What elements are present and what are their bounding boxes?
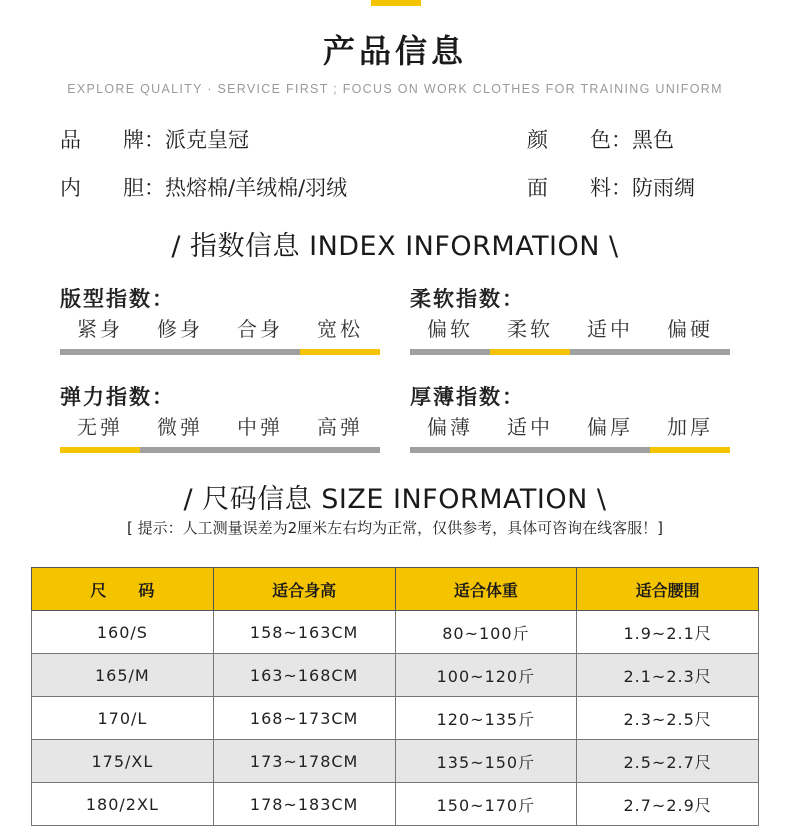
index-rating-segment [140,447,220,453]
index-rating-segment [490,447,570,453]
index-rating-option: 合身 [237,317,283,341]
table-row [32,697,759,740]
index-rating-segment [220,349,300,355]
info-lining-value: 热熔棉/羊绒棉/羽绒 [165,176,348,200]
cell-waist: 2.1~2.3尺 [577,654,759,697]
index-rating-option: 中弹 [237,415,283,439]
info-lining-label: 内 胆： [60,176,165,200]
table-row [32,611,759,654]
cell-size: 175/XL [32,740,214,783]
index-rating-title: 厚薄指数： [410,385,525,409]
size-table [31,567,759,826]
cell-height: 158~163CM [213,611,395,654]
info-fabric [527,172,695,202]
index-section-heading: / 指数信息 INDEX INFORMATION \ [171,231,619,262]
info-fabric-label: 面 料： [527,176,632,200]
cell-height: 178~183CM [213,783,395,826]
index-rating-option: 微弹 [157,415,203,439]
index-rating [410,283,730,355]
column-header-waist: 适合腰围 [577,568,759,611]
index-rating-segment [140,349,220,355]
column-header-size: 尺 码 [32,568,214,611]
index-rating-segment-selected [490,349,570,355]
title-accent-bar [371,0,421,6]
info-color [527,124,674,154]
index-rating-bar [60,349,380,355]
index-rating-segment [570,447,650,453]
index-rating-title: 弹力指数： [60,385,175,409]
index-rating-option: 宽松 [317,317,363,341]
info-color-label: 颜 色： [527,128,632,152]
index-rating-title: 版型指数： [60,287,175,311]
index-rating-option: 修身 [157,317,203,341]
info-brand-label: 品 牌： [60,128,165,152]
cell-height: 168~173CM [213,697,395,740]
index-rating-options [410,313,730,343]
index-rating [60,283,380,355]
index-rating-options [60,411,380,441]
info-fabric-value: 防雨绸 [632,176,695,200]
cell-size: 160/S [32,611,214,654]
cell-height: 173~178CM [213,740,395,783]
index-rating-segment [410,349,490,355]
index-rating-options [60,313,380,343]
index-rating-option: 偏厚 [587,415,633,439]
cell-weight: 120~135斤 [395,697,577,740]
cell-size: 170/L [32,697,214,740]
index-rating-option: 柔软 [507,317,553,341]
page-title: 产品信息 [322,32,467,70]
index-rating-options [410,411,730,441]
size-note: [ 提示：人工测量误差为2厘米左右均为正常，仅供参考，具体可咨询在线客服！] [126,519,664,537]
cell-size: 180/2XL [32,783,214,826]
info-brand [60,124,249,154]
index-rating-bar [410,447,730,453]
table-row [32,783,759,826]
index-rating-segment [60,349,140,355]
info-lining [60,172,347,202]
cell-waist: 2.5~2.7尺 [577,740,759,783]
cell-waist: 2.3~2.5尺 [577,697,759,740]
info-color-value: 黑色 [632,128,674,152]
index-rating-segment-selected [60,447,140,453]
page-subtitle: EXPLORE QUALITY · SERVICE FIRST ; FOCUS ON WORK CLOTHES FOR TRAINING UNIFORM [67,82,723,96]
index-rating-option: 适中 [587,317,633,341]
index-rating-bar [60,447,380,453]
index-rating-segment [650,349,730,355]
index-rating-option: 偏薄 [427,415,473,439]
index-rating-option: 适中 [507,415,553,439]
cell-weight: 150~170斤 [395,783,577,826]
cell-weight: 100~120斤 [395,654,577,697]
cell-weight: 80~100斤 [395,611,577,654]
index-rating-segment-selected [300,349,380,355]
info-brand-value: 派克皇冠 [165,128,249,152]
index-rating-option: 无弹 [77,415,123,439]
index-rating-bar [410,349,730,355]
index-rating-title: 柔软指数： [410,287,525,311]
column-header-weight: 适合体重 [395,568,577,611]
table-row [32,740,759,783]
index-rating [60,381,380,453]
index-rating-segment [570,349,650,355]
index-rating-segment [410,447,490,453]
index-rating-option: 加厚 [667,415,713,439]
index-rating-option: 偏硬 [667,317,713,341]
index-rating-option: 紧身 [77,317,123,341]
cell-height: 163~168CM [213,654,395,697]
index-rating-segment [300,447,380,453]
size-table-header [32,568,759,611]
index-rating [410,381,730,453]
cell-size: 165/M [32,654,214,697]
cell-waist: 2.7~2.9尺 [577,783,759,826]
column-header-height: 适合身高 [213,568,395,611]
size-section-heading: / 尺码信息 SIZE INFORMATION \ [183,484,607,515]
index-rating-segment [220,447,300,453]
index-rating-segment-selected [650,447,730,453]
index-rating-option: 偏软 [427,317,473,341]
table-row [32,654,759,697]
cell-weight: 135~150斤 [395,740,577,783]
cell-waist: 1.9~2.1尺 [577,611,759,654]
index-rating-option: 高弹 [317,415,363,439]
